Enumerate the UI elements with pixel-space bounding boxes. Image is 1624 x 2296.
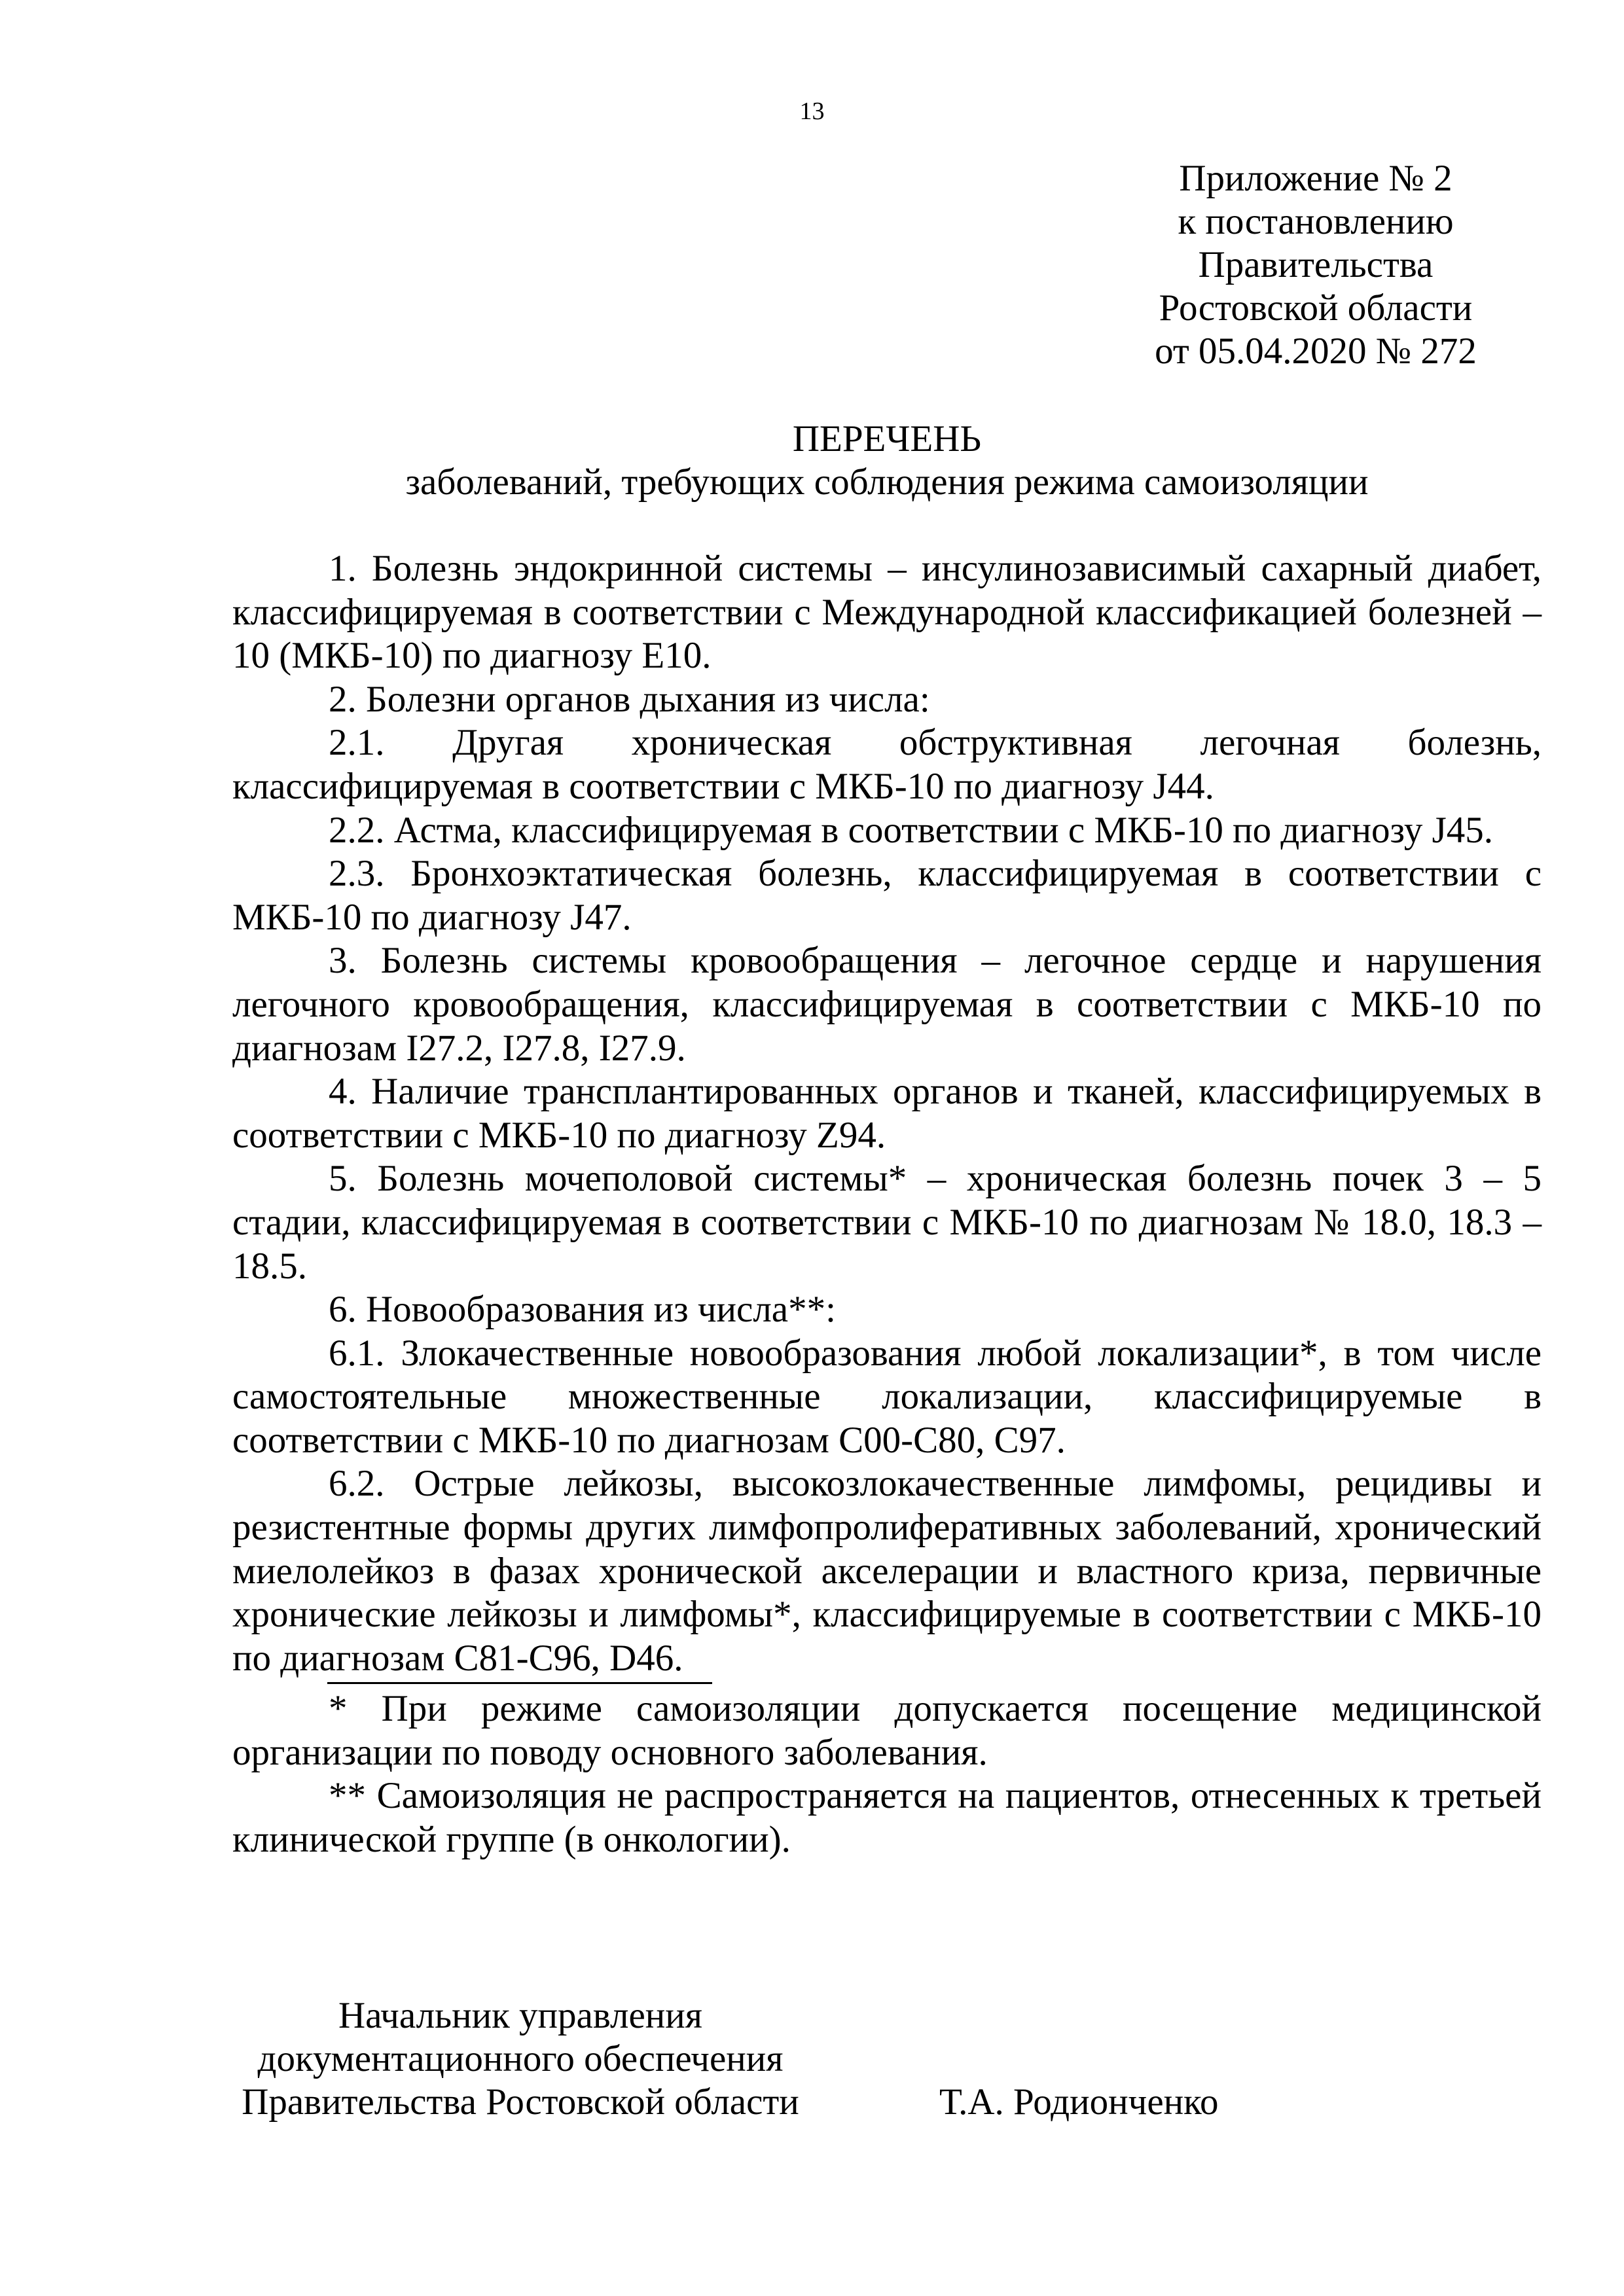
title-heading: ПЕРЕЧЕНЬ (792, 418, 982, 459)
footnote: * При режиме самоизоляции допускается посещение медицинской организации по поводу основного заболевания. (232, 1688, 1542, 1773)
list-item: 5. Болезнь мочеполовой системы* – хроническая болезнь почек 3 – 5 стадии, классифицируемая в соответствии с МКБ-10 по диагнозам № 18.0, 18.3 – 18.5. (232, 1158, 1542, 1287)
title-subheading: заболеваний, требующих соблюдения режима самоизоляции (405, 461, 1369, 503)
position-line: Начальник управления (338, 1995, 702, 2036)
footnote-divider (327, 1682, 712, 1684)
list-item: 3. Болезнь системы кровообращения – легочное сердце и нарушения легочного кровообращения, классифицируемая в соответствии с МКБ-10 по диагнозам I27.2, I27.8, I27.9. (232, 940, 1542, 1069)
list-item: 2.2. Астма, классифицируемая в соответствии с МКБ-10 по диагнозу J45. (329, 809, 1494, 851)
list-item: 6.1. Злокачественные новообразования любой локализации*, в том числе самостоятельные множественные локализации, классифицируемые в соответствии с МКБ-10 по диагнозам С00-С80, С97. (232, 1332, 1542, 1461)
appendix-line: от 05.04.2020 № 272 (1155, 331, 1477, 372)
appendix-line: Ростовской области (1159, 287, 1473, 329)
appendix-header (1100, 157, 1532, 373)
list-item: 2. Болезни органов дыхания из числа: (329, 678, 930, 720)
signatory-name: Т.А. Родионченко (939, 2081, 1219, 2123)
page-number: 13 (799, 98, 825, 125)
list-item: 2.3. Бронхоэктатическая болезнь, классифицируемая в соответствии с МКБ-10 по диагнозу J47. (232, 853, 1542, 938)
appendix-line: к постановлению (1178, 201, 1454, 242)
list-item: 6.2. Острые лейкозы, высокозлокачественные лимфомы, рецидивы и резистентные формы других лимфопролиферативных заболеваний, хронический миелолейкоз в фазах хронической акселерации и властного криза, первичные хронические лейкозы и лимфомы*, классифицируемые в соответствии с МКБ-10 по диагнозам С81-С96, D46. (232, 1463, 1542, 1679)
footnotes (232, 1687, 1542, 1861)
position-line: документационного обеспечения (257, 2038, 784, 2079)
appendix-line: Приложение № 2 (1179, 158, 1453, 199)
signatory-position (232, 1994, 808, 2124)
list-item: 2.1. Другая хроническая обструктивная легочная болезнь, классифицируемая в соответствии с МКБ-10 по диагнозу J44. (232, 722, 1542, 807)
disease-list (232, 547, 1542, 1680)
list-item: 1. Болезнь эндокринной системы – инсулинозависимый сахарный диабет, классифицируемая в соответствии с Международной классификацией болезней – 10 (МКБ-10) по диагнозу Е10. (232, 548, 1542, 677)
list-item: 6. Новообразования из числа**: (329, 1289, 836, 1331)
footnote: ** Самоизоляция не распространяется на пациентов, отнесенных к третьей клинической группе (в онкологии). (232, 1775, 1542, 1860)
appendix-line: Правительства (1198, 244, 1434, 285)
list-item: 4. Наличие трансплантированных органов и тканей, классифицируемых в соответствии с МКБ-10 по диагнозу Z94. (232, 1071, 1542, 1156)
position-line: Правительства Ростовской области (242, 2081, 799, 2123)
document-title (232, 418, 1542, 504)
